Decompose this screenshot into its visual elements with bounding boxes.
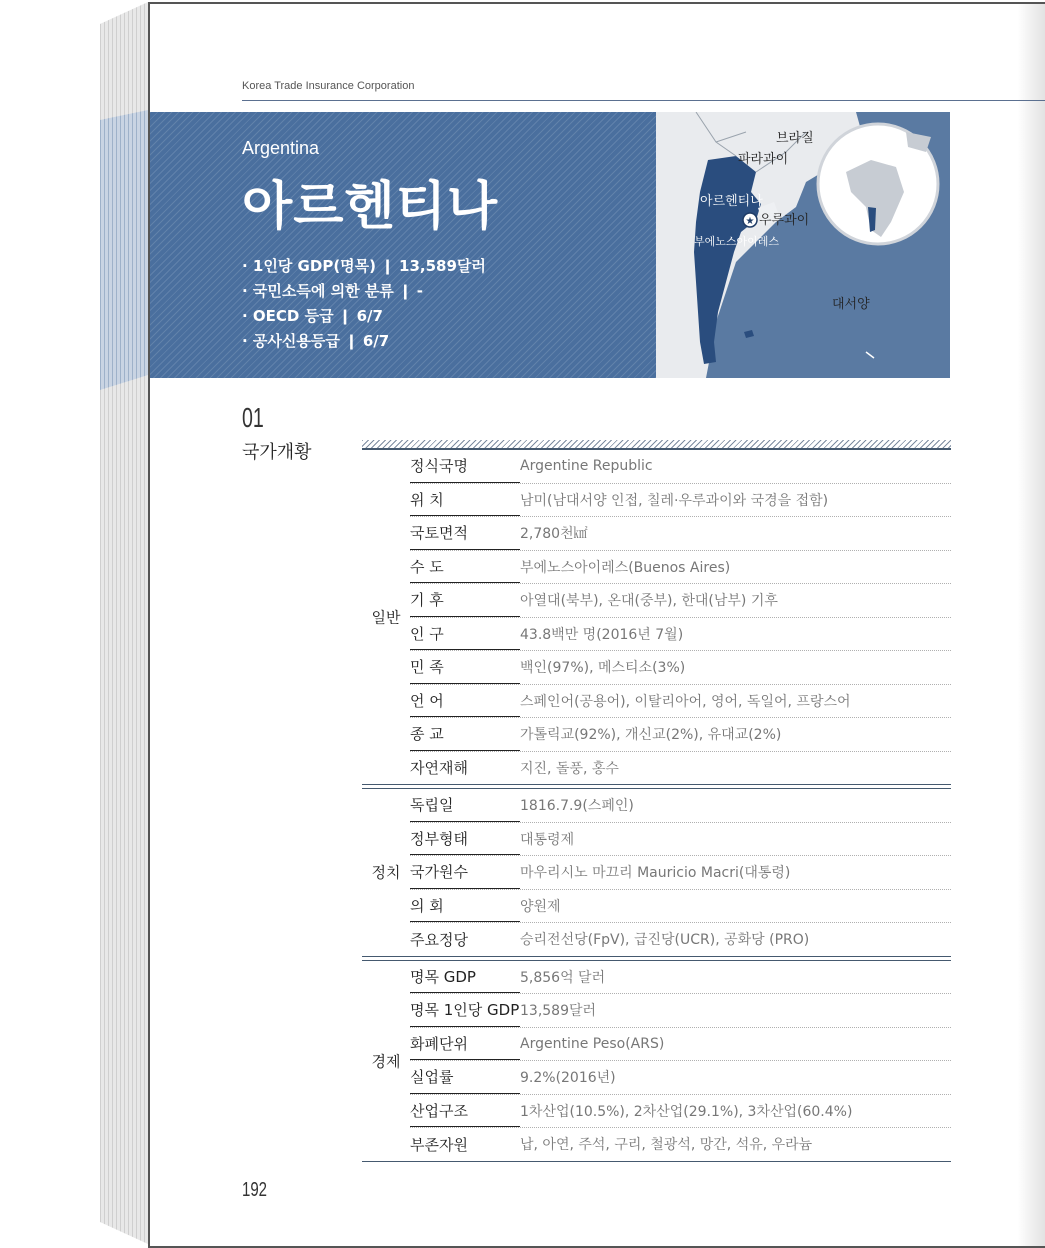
- row-key: 명목 1인당 GDP: [410, 994, 520, 1027]
- label-paraguay: 파라과이: [738, 152, 789, 167]
- country-banner: [150, 112, 656, 378]
- row-key: 종 교: [410, 718, 520, 751]
- table-row: [410, 1128, 951, 1161]
- table-row: [410, 517, 951, 551]
- row-key: 자연재해: [410, 759, 468, 778]
- row-value: 납, 아연, 주석, 구리, 철광석, 망간, 석유, 우라늄: [520, 1137, 813, 1154]
- table-row: [410, 890, 951, 924]
- page-number: 192: [242, 1179, 268, 1201]
- table-row: [410, 484, 951, 518]
- row-value: Argentine Peso(ARS): [520, 1035, 665, 1052]
- row-value: 가톨릭교(92%), 개신교(2%), 유대교(2%): [520, 727, 782, 744]
- group-politics: [362, 788, 951, 957]
- row-value: 5,856억 달러: [520, 969, 606, 986]
- group-label: 일반: [371, 608, 401, 627]
- group-general: [362, 450, 951, 785]
- table-row: [410, 651, 951, 685]
- header-rule: [242, 100, 1045, 101]
- table-row: [410, 789, 951, 823]
- capital-marker: [743, 213, 757, 227]
- table-row: [410, 1095, 951, 1129]
- fact-item: · OECD 등급 ❙ 6/7: [242, 307, 383, 325]
- group-economy: [362, 960, 951, 1162]
- running-header: Korea Trade Insurance Corporation: [242, 80, 415, 92]
- fact-item: · 1인당 GDP(명목) ❙ 13,589달러: [242, 257, 486, 275]
- row-key: 수 도: [410, 551, 520, 584]
- key-facts: [242, 254, 486, 354]
- row-key: 언 어: [410, 685, 520, 718]
- table-row: [410, 718, 951, 752]
- row-value: 부에노스아이레스(Buenos Aires): [520, 559, 731, 576]
- group-label: 경제: [371, 1052, 401, 1070]
- row-key: 화폐단위: [410, 1028, 520, 1061]
- row-key: 국토면적: [410, 517, 520, 550]
- row-value: 양원제: [520, 898, 561, 915]
- table-row: [410, 994, 951, 1028]
- fact-item: · 공사신용등급 ❙ 6/7: [242, 332, 390, 350]
- table-row: [410, 618, 951, 652]
- table-row: [410, 1028, 951, 1062]
- table-row: [410, 685, 951, 719]
- row-key: 정식국명: [410, 450, 520, 483]
- row-value: Argentine Republic: [520, 458, 653, 475]
- row-key: 기 후: [410, 584, 520, 617]
- label-argentina: 아르헨티나: [700, 194, 763, 209]
- row-key: 실업률: [410, 1061, 520, 1094]
- table-row: [410, 551, 951, 585]
- row-value: 아열대(북부), 온대(중부), 한대(남부) 기후: [520, 593, 778, 610]
- country-name-ko: 아르헨티나: [242, 177, 499, 237]
- book-edge-banner: [100, 110, 148, 390]
- row-key: 위 치: [410, 484, 520, 517]
- row-key: 부존자원: [410, 1135, 468, 1154]
- table-row: [410, 450, 951, 484]
- row-value: 마우리시노 마끄리 Mauricio Macri(대통령): [520, 865, 791, 882]
- row-key: 민 족: [410, 651, 520, 684]
- row-key: 국가원수: [410, 856, 520, 889]
- row-key: 의 회: [410, 890, 520, 923]
- map-graphic: [656, 112, 950, 378]
- row-key: 독립일: [410, 789, 520, 822]
- row-value: 지진, 돌풍, 홍수: [520, 760, 619, 777]
- country-name-en: Argentina: [242, 138, 320, 158]
- row-value: 승리전선당(FpV), 급진당(UCR), 공화당 (PRO): [520, 932, 810, 949]
- fact-item: · 국민소득에 의한 분류 ❙ -: [242, 282, 424, 300]
- table-row: [410, 823, 951, 857]
- section-number: 01: [242, 402, 264, 433]
- table-row: [410, 752, 951, 785]
- falklands-shape: [744, 330, 754, 338]
- row-key: 산업구조: [410, 1095, 520, 1128]
- row-value: 스페인어(공용어), 이탈리아어, 영어, 독일어, 프랑스어: [520, 693, 851, 710]
- country-map: [656, 112, 950, 378]
- row-value: 2,780천㎢: [520, 526, 588, 543]
- row-value: 백인(97%), 메스티소(3%): [520, 660, 686, 677]
- row-key: 인 구: [410, 618, 520, 651]
- label-atlantic: 대서양: [832, 297, 870, 312]
- table-row: [410, 584, 951, 618]
- row-value: 13,589달러: [520, 1003, 597, 1020]
- row-key: 주요정당: [410, 930, 468, 949]
- label-brazil: 브라질: [776, 131, 814, 146]
- table-top-rule: [362, 440, 951, 450]
- table-row: [410, 1061, 951, 1095]
- country-overview-table: [362, 440, 951, 1162]
- table-row: [410, 961, 951, 995]
- row-key: 정부형태: [410, 823, 520, 856]
- row-value: 9.2%(2016년): [520, 1070, 616, 1087]
- table-row: [410, 856, 951, 890]
- row-value: 43.8백만 명(2016년 7월): [520, 626, 684, 643]
- label-buenos-aires: 부에노스아이레스: [694, 235, 780, 248]
- row-key: 명목 GDP: [410, 961, 520, 994]
- page-shade: [1017, 4, 1045, 1246]
- table-row: [410, 923, 951, 956]
- section-title: 국가개황: [242, 442, 312, 463]
- svg-text:★: ★: [745, 216, 755, 227]
- row-value: 1차산업(10.5%), 2차산업(29.1%), 3차산업(60.4%): [520, 1103, 853, 1120]
- row-value: 남미(남대서양 인접, 칠레·우루과이와 국경을 접함): [520, 492, 829, 509]
- group-label: 정치: [371, 863, 401, 882]
- page: [148, 2, 1045, 1248]
- row-value: 1816.7.9(스페인): [520, 798, 634, 815]
- row-value: 대통령제: [520, 831, 575, 848]
- label-uruguay: 우루과이: [759, 213, 810, 228]
